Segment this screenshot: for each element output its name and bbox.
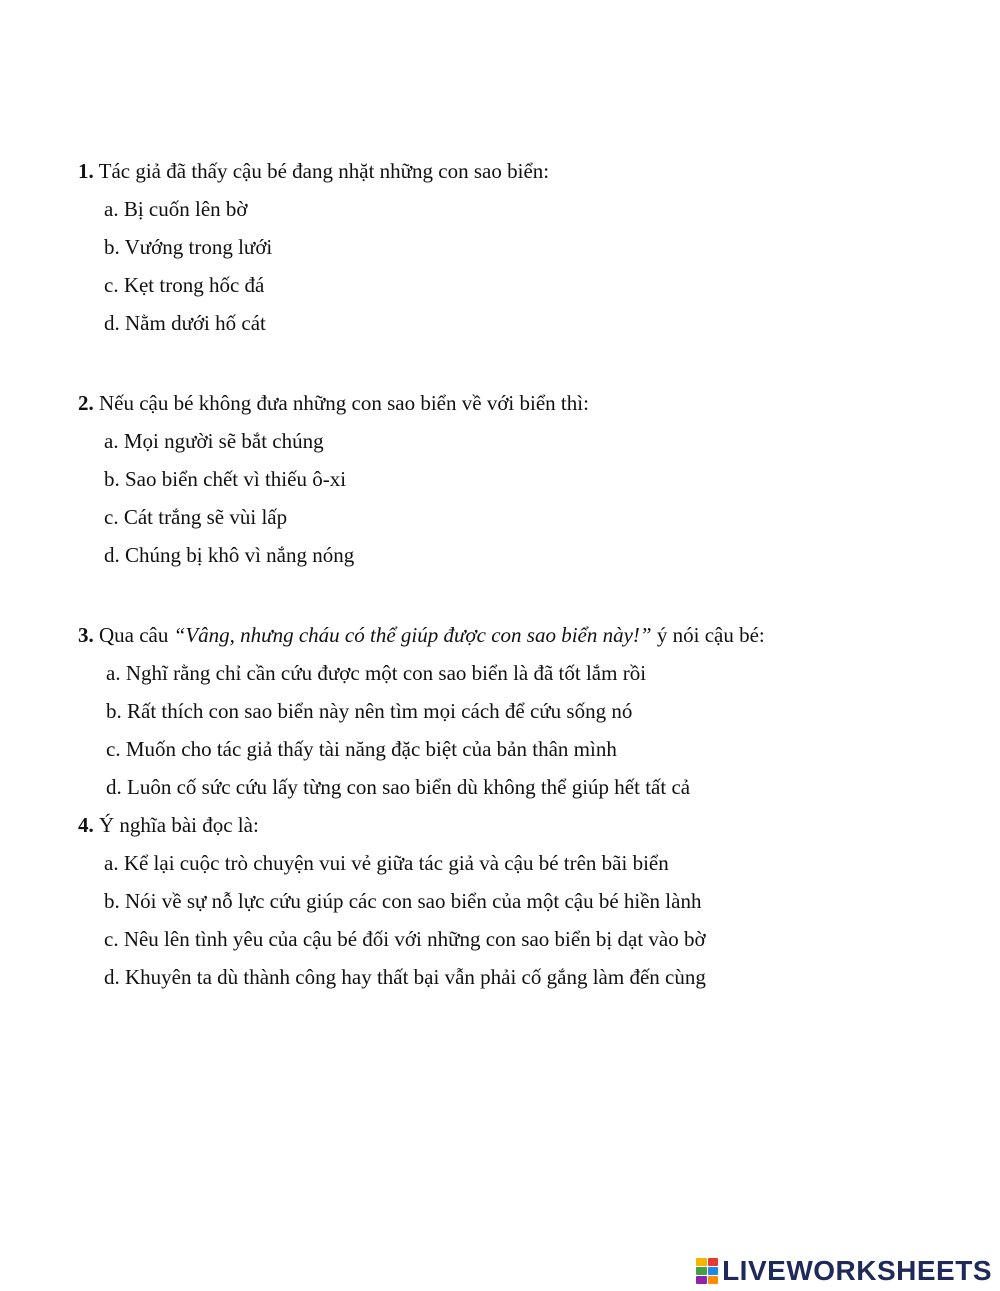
option-a[interactable]: a. Kể lại cuộc trò chuyện vui vẻ giữa tác giả và cậu bé trên bãi biển <box>104 851 669 875</box>
question-3 <box>78 622 958 800</box>
question-quote: “Vâng, nhưng cháu có thể giúp được con sao biển này!” <box>173 623 652 647</box>
option-c[interactable]: c. Muốn cho tác giả thấy tài năng đặc biệt của bản thân mình <box>106 737 617 761</box>
logo-block <box>696 1258 707 1266</box>
option-b[interactable]: b. Vướng trong lưới <box>104 235 273 259</box>
option-b[interactable]: b. Sao biển chết vì thiếu ô-xi <box>104 467 347 491</box>
question-stem <box>78 158 958 184</box>
question-stem <box>78 812 958 838</box>
option-b[interactable]: b. Rất thích con sao biển này nên tìm mọi cách để cứu sống nó <box>106 699 633 723</box>
question-2 <box>78 390 958 568</box>
option-b[interactable]: b. Nói về sự nỗ lực cứu giúp các con sao biển của một cậu bé hiền lành <box>104 889 702 913</box>
logo-block <box>708 1276 719 1284</box>
option-list <box>78 196 958 336</box>
question-stem <box>78 622 958 648</box>
question-4 <box>78 812 958 990</box>
question-text-after: ý nói cậu bé: <box>651 623 765 647</box>
question-text: Nếu cậu bé không đưa những con sao biển về với biển thì: <box>93 391 589 415</box>
question-text: Ý nghĩa bài đọc là: <box>93 813 259 837</box>
logo-text: LIVEWORKSHEETS <box>722 1255 992 1286</box>
option-c[interactable]: c. Cát trắng sẽ vùi lấp <box>104 505 288 529</box>
logo-block <box>696 1267 707 1275</box>
logo-block <box>696 1276 707 1284</box>
option-a[interactable]: a. Bị cuốn lên bờ <box>104 197 248 221</box>
question-number: 2. <box>78 391 94 415</box>
logo-block <box>708 1267 719 1275</box>
question-1 <box>78 158 958 336</box>
option-c[interactable]: c. Kẹt trong hốc đá <box>104 273 265 297</box>
question-text: Tác giả đã thấy cậu bé đang nhặt những con sao biển: <box>93 159 550 183</box>
question-number: 1. <box>78 159 94 183</box>
option-c[interactable]: c. Nêu lên tình yêu của cậu bé đối với những con sao biển bị dạt vào bờ <box>104 927 706 951</box>
option-d[interactable]: d. Chúng bị khô vì nắng nóng <box>104 543 355 567</box>
question-number: 3. <box>78 623 94 647</box>
option-a[interactable]: a. Nghĩ rằng chỉ cần cứu được một con sao biển là đã tốt lắm rồi <box>106 661 647 685</box>
option-list <box>78 660 958 800</box>
option-d[interactable]: d. Khuyên ta dù thành công hay thất bại vẫn phải cố gắng làm đến cùng <box>104 965 706 989</box>
logo-block <box>708 1258 719 1266</box>
option-list <box>78 428 958 568</box>
question-text-before: Qua câu <box>93 623 174 647</box>
liveworksheets-logo-icon <box>696 1258 718 1284</box>
liveworksheets-logo <box>696 1254 992 1288</box>
option-list <box>78 850 958 990</box>
option-a[interactable]: a. Mọi người sẽ bắt chúng <box>104 429 324 453</box>
question-stem <box>78 390 958 416</box>
question-number: 4. <box>78 813 94 837</box>
option-d[interactable]: d. Nằm dưới hố cát <box>104 311 266 335</box>
option-d[interactable]: d. Luôn cố sức cứu lấy từng con sao biển dù không thể giúp hết tất cả <box>106 775 691 799</box>
